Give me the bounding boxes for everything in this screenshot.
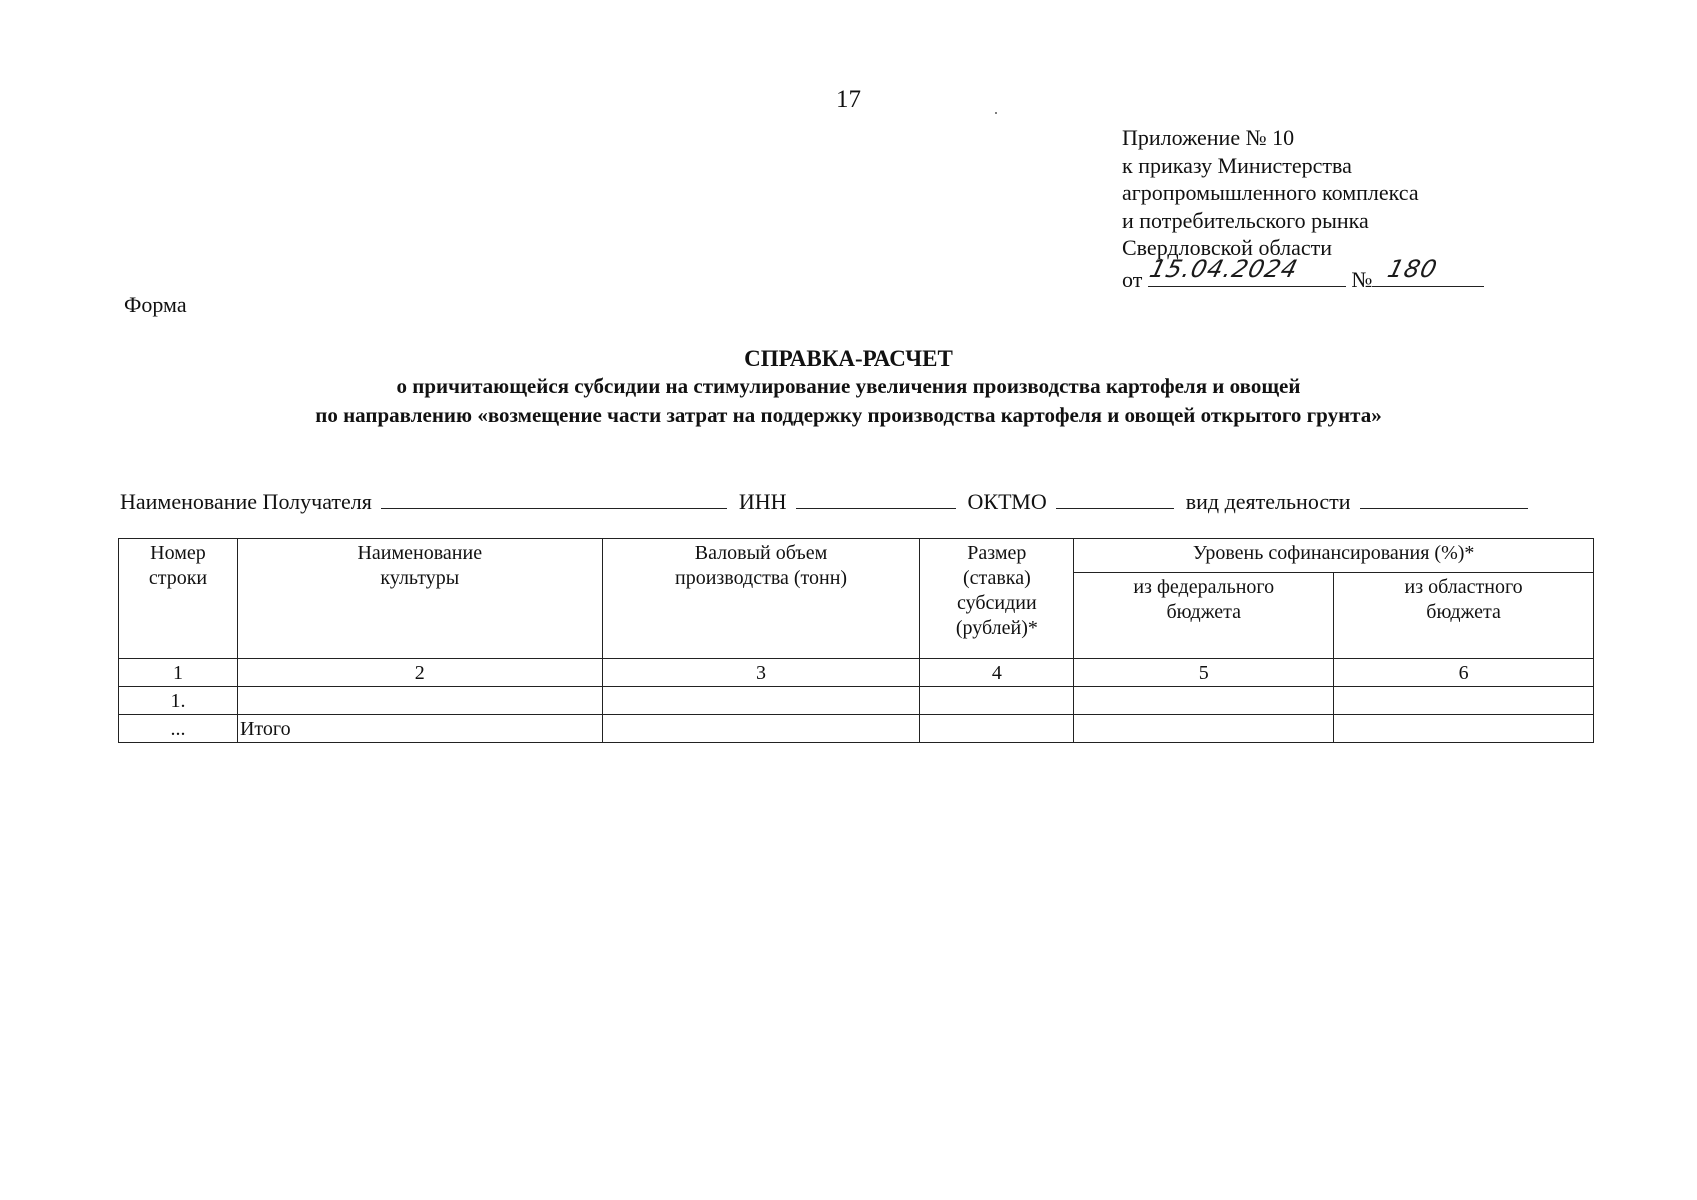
recipient-name-label: Наименование Получателя [120,489,372,514]
header-regional-budget [1334,573,1594,659]
order-number-field [1372,255,1484,287]
table-row-total [119,715,1594,743]
column-number: 3 [602,659,920,687]
table-cell[interactable] [602,687,920,715]
column-number: 1 [119,659,238,687]
document-title: СПРАВКА-РАСЧЕТ [744,346,953,371]
column-number-row [119,659,1594,687]
header-crop-name-line-1: Наименование [357,542,483,564]
table-cell[interactable] [1074,687,1334,715]
appendix-line-3: агропромышленного комплекса [1122,180,1419,205]
column-number: 4 [920,659,1074,687]
appendix-line-2: к приказу Министерства [1122,152,1352,178]
recipient-line [120,488,1534,515]
oktmo-label: ОКТМО [967,489,1047,514]
header-crop-name-line-2: культуры [380,567,460,589]
header-row-number [119,539,238,659]
activity-label: вид деятельности [1185,489,1351,514]
table-cell[interactable]: ... [119,715,238,743]
inn-label: ИНН [738,489,787,514]
header-federal-budget [1074,573,1334,659]
header-federal-line-1: из федерального [1133,576,1275,598]
recipient-name-field[interactable] [381,488,727,509]
header-regional-line-1: из областного [1404,576,1523,598]
header-subsidy-rate-line-4: (рублей)* [955,617,1038,639]
document-subtitle-1: о причитающейся субсидии на стимулирование увеличения производства картофеля и овощей [396,374,1301,398]
handwritten-number: 180 [1385,255,1441,283]
form-label: Форма [124,292,187,317]
table-cell[interactable] [237,687,602,715]
total-label-cell[interactable]: Итого [237,715,602,743]
column-number: 6 [1334,659,1594,687]
document-subtitle-2: по направлению «возмещение части затрат на поддержку производства картофеля и овощей открытого грунта» [315,403,1382,427]
header-row-number-line-2: строки [148,567,208,589]
date-field [1146,255,1346,287]
table-cell[interactable] [1334,687,1594,715]
header-regional-line-2: бюджета [1426,601,1501,623]
column-number: 2 [237,659,602,687]
activity-field[interactable] [1360,488,1528,509]
header-subsidy-rate [920,539,1074,659]
appendix-block [1122,124,1484,293]
subsidy-table [118,538,1594,743]
date-prefix: от [1122,266,1143,292]
table-row [119,687,1594,715]
page-number: 17 [836,86,861,113]
appendix-date-line [1122,255,1484,294]
appendix-line-4: и потребительского рынка [1122,207,1369,233]
appendix-line-1: Приложение № 10 [1122,125,1295,150]
stray-dot [995,112,997,114]
handwritten-date: 15.04.2024 [1146,255,1301,283]
header-gross-volume-line-2: производства (тонн) [674,567,848,589]
number-prefix: № [1351,266,1373,292]
table-cell[interactable] [920,715,1074,743]
table-cell[interactable] [1334,715,1594,743]
header-gross-volume [602,539,920,659]
inn-field[interactable] [796,488,956,509]
header-subsidy-rate-line-2: (ставка) [962,567,1031,589]
table-cell[interactable]: 1. [119,687,238,715]
header-subsidy-rate-line-3: субсидии [957,592,1037,614]
column-number: 5 [1074,659,1334,687]
appendix-line-5: Свердловской области [1122,235,1332,260]
header-subsidy-rate-line-1: Размер [967,542,1027,564]
table-cell[interactable] [602,715,920,743]
header-cofinancing: Уровень софинансирования (%)* [1074,539,1594,573]
table-cell[interactable] [1074,715,1334,743]
table-cell[interactable] [920,687,1074,715]
header-gross-volume-line-1: Валовый объем [694,542,828,564]
oktmo-field[interactable] [1056,488,1174,509]
header-crop-name [237,539,602,659]
header-federal-line-2: бюджета [1166,601,1242,623]
header-row-number-line-1: Номер [150,542,206,564]
